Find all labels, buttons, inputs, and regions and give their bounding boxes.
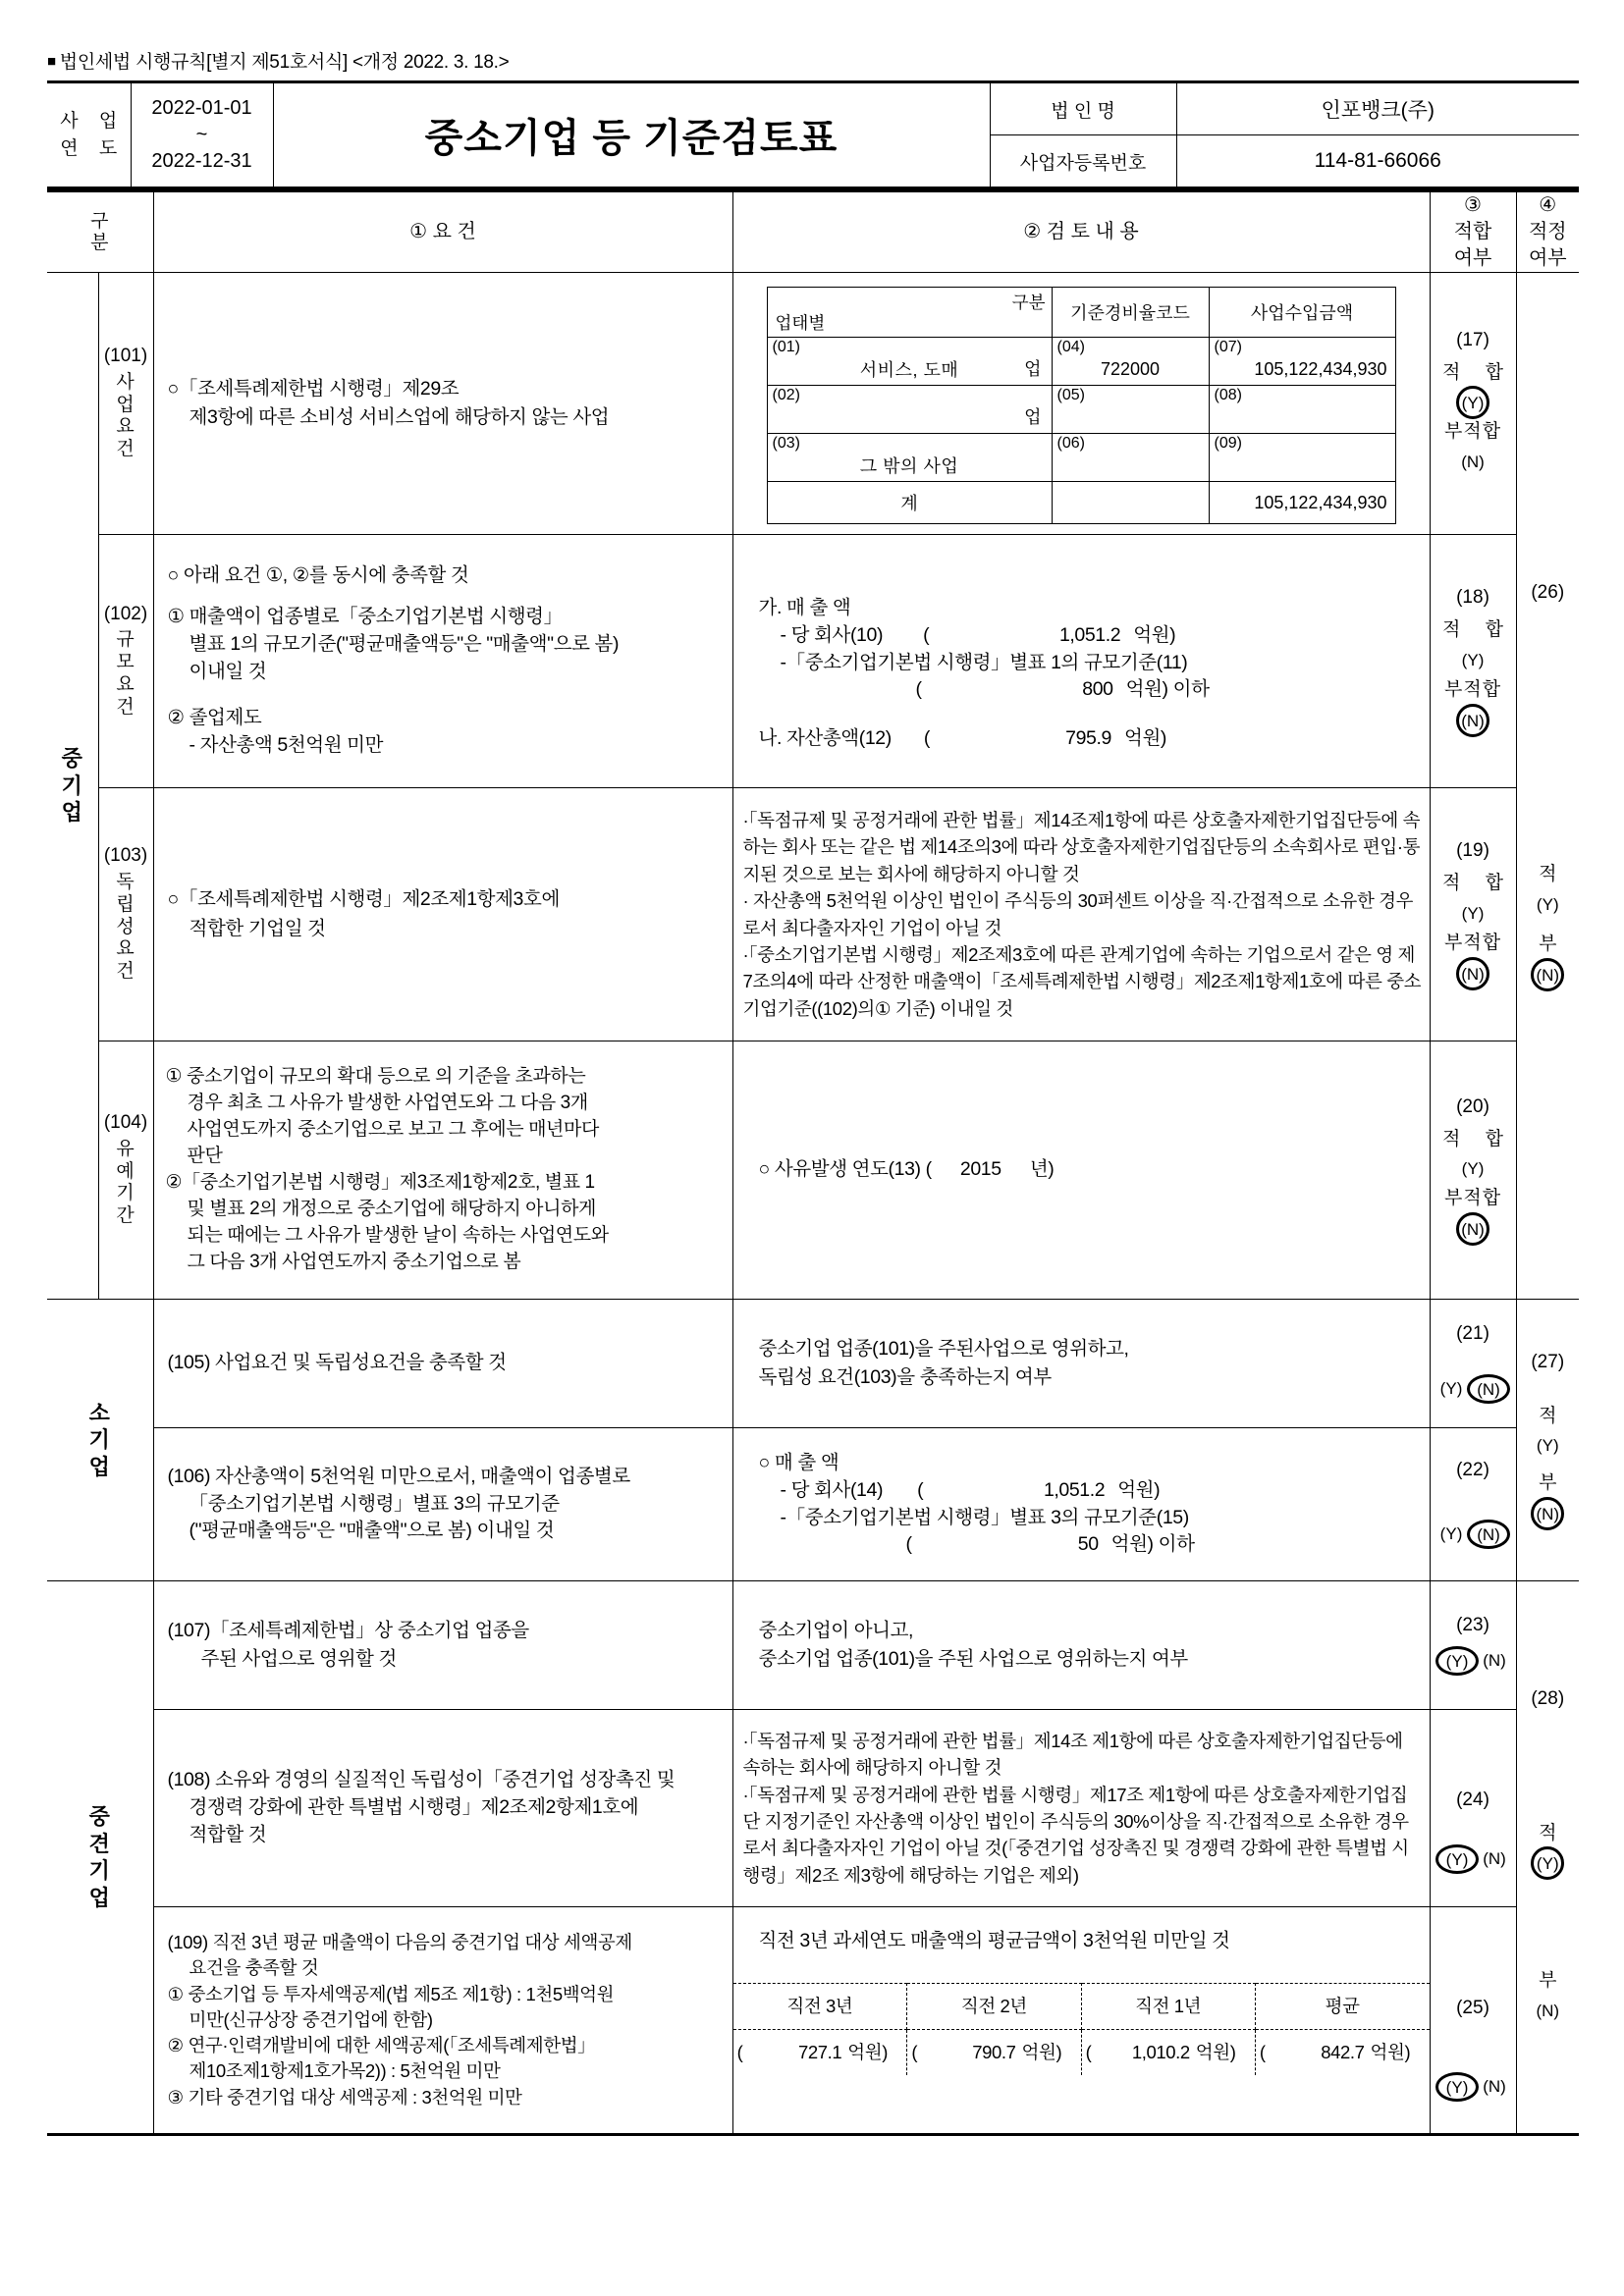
bullet-square-icon: ■ — [47, 53, 56, 70]
verdict-19-no[interactable]: (N) — [1456, 957, 1489, 990]
category-small: 소 기 업 — [47, 1300, 153, 1581]
verdict-23-yes[interactable]: (Y) — [1435, 1646, 1479, 1676]
proper-27[interactable]: (27) 적 (Y) 부 (N) — [1516, 1300, 1579, 1581]
period-tilde: ~ — [195, 124, 208, 145]
row-102-requirement: ○ 아래 요건 ①, ②를 동시에 충족할 것 ① 매출액이 업종별로「중소기업기본법 시행령」 별표 1의 규모기준("평균매출액등"은 "매출액"으로 봄) 이내일 것 ② 졸업제도 - 자산총액 5천억원 미만 — [153, 535, 732, 788]
row-104-verdict[interactable]: (20) 적 합 (Y) 부적합 (N) — [1430, 1041, 1516, 1300]
verdict-18-no[interactable]: (N) — [1456, 704, 1489, 737]
yr-head-2: 직전 1년 — [1081, 1984, 1255, 2030]
biz-reg-label: 사업자등록번호 — [990, 135, 1176, 188]
table-row — [47, 788, 1579, 1041]
row-105-requirement: (105) 사업요건 및 독립성요건을 충족할 것 — [153, 1300, 732, 1428]
table-row — [47, 1300, 1579, 1428]
biz-total-label: 계 — [767, 482, 1052, 524]
verdict-24-yes[interactable]: (Y) — [1435, 1844, 1479, 1874]
table-head-row — [47, 191, 1579, 273]
row-101-verdict[interactable]: (17) 적 합 (Y) 부적합 (N) — [1430, 273, 1516, 535]
biz-name-01: 서비스, 도매 — [859, 360, 959, 380]
row-102-review: 가. 매 출 액 - 당 회사(10) ( 1,051.2 억원) -「중소기업기본법 시행령」별표 1의 규모기준(11) ( 800 억원) 이하 나. 자산총액(12) ( 795.9 억원) — [732, 535, 1430, 788]
header-table — [47, 80, 1579, 189]
biz-head-code: 기준경비율코드 — [1052, 288, 1209, 338]
row-106-limit: 50 — [1077, 1533, 1099, 1556]
period-label: 사 업 연 도 — [47, 82, 131, 188]
verdict-22-no[interactable]: (N) — [1467, 1520, 1510, 1549]
row-103-requirement: ○「조세특례제한법 시행령」제2조제1항제3호에 적합한 기업일 것 — [153, 788, 732, 1041]
verdict-20-no[interactable]: (N) — [1456, 1212, 1489, 1246]
verdict-24-no[interactable]: (N) — [1483, 1849, 1506, 1869]
row-102-sales: 1,051.2 — [1058, 623, 1121, 646]
biz-reg-value: 114-81-66066 — [1176, 135, 1579, 188]
yr-head-3: 평균 — [1255, 1984, 1429, 2030]
row-109-requirement: (109) 직전 3년 평균 매출액이 다음의 중견기업 대상 세액공제 요건을 충족할 것 ① 중소기업 등 투자세액공제(법 제5조 제1항) : 1천5백억원 미만(신규상장 중견기업에 한함) ② 연구·인력개발비에 대한 세액공제(「조세특례제한법」 제10조제1항제1호가목2)) : 5천억원 미만 ③ 기타 중견기업 대상 세액공제 : 3천억원 미만 — [153, 1907, 732, 2135]
three-year-header-row — [733, 1984, 1430, 2030]
proper-28-no[interactable]: (N) — [1536, 2002, 1560, 2021]
biz-amount-01: 105,122,434,930 — [1254, 358, 1387, 379]
verdict-22-yes[interactable]: (Y) — [1439, 1523, 1463, 1543]
verdict-17-yes[interactable]: (Y) — [1456, 386, 1489, 419]
proper-26[interactable]: (26) 적 (Y) 부 (N) — [1516, 273, 1579, 1300]
form-note — [47, 47, 1579, 74]
biz-code-01: 722000 — [1100, 358, 1161, 379]
table-row — [47, 273, 1579, 535]
row-104-review: ○ 사유발생 연도(13) ( 2015 년) — [732, 1041, 1430, 1300]
biz-row: (03) 그 밖의 사업 (06) (09) — [767, 434, 1395, 482]
row-107-verdict[interactable]: (23) (Y) (N) — [1430, 1581, 1516, 1710]
row-104-no: (104) 유 예 기 간 — [98, 1041, 153, 1300]
category-midsize: 중 견 기 업 — [47, 1581, 153, 2135]
col-gubun: 구 분 — [47, 191, 153, 273]
row-108-verdict[interactable]: (24) (Y) (N) — [1430, 1710, 1516, 1907]
page-title: 중소기업 등 기준검토표 — [273, 82, 990, 188]
verdict-25-no[interactable]: (N) — [1483, 2077, 1506, 2097]
yr-head-1: 직전 2년 — [907, 1984, 1081, 2030]
business-type-table — [767, 287, 1396, 524]
row-106-review: ○ 매 출 액 - 당 회사(14) ( 1,051.2 억원) -「중소기업기본법 시행령」별표 3의 규모기준(15) ( 50 억원) 이하 — [732, 1428, 1430, 1581]
row-109-review: 직전 3년 과세연도 매출액의 평균금액이 3천억원 미만일 것 직전 3년 직전 2년 직전 1년 평균 ( 727.1 억원) ( 790.7 억원) ( 1,010.2 억원) ( 842.7 억원) — [732, 1907, 1430, 2135]
row-102-verdict[interactable]: (18) 적 합 (Y) 부적합 (N) — [1430, 535, 1516, 788]
row-103-verdict[interactable]: (19) 적 합 (Y) 부적합 (N) — [1430, 788, 1516, 1041]
three-year-value-row — [733, 2030, 1430, 2076]
row-101-no: (101) 사 업 요 건 — [98, 273, 153, 535]
proper-26-yes[interactable]: (Y) — [1536, 894, 1559, 914]
proper-28-yes[interactable]: (Y) — [1531, 1846, 1564, 1880]
row-102-limit: 800 — [1082, 678, 1113, 701]
criteria-table — [47, 189, 1579, 2136]
row-105-verdict[interactable]: (21) (Y) (N) — [1430, 1300, 1516, 1428]
verdict-23-no[interactable]: (N) — [1483, 1651, 1506, 1671]
row-108-requirement: (108) 소유와 경영의 실질적인 독립성이「중견기업 성장촉진 및 경쟁력 강화에 관한 특별법 시행령」제2조제2항제1호에 적합할 것 — [153, 1710, 732, 1907]
verdict-19-yes[interactable]: (Y) — [1461, 903, 1485, 923]
period-value — [131, 82, 273, 188]
row-103-review: ·「독점규제 및 공정거래에 관한 법률」제14조제1항에 따른 상호출자제한기업집단등에 속하는 회사 또는 같은 법 제14조의3에 따라 상호출자제한기업집단등의 소속회사로 편입·통지된 것으로 보는 회사에 해당하지 아니할 것 · 자산총액 5천억원 이상인 법인이 주식등의 30퍼센트 이상을 직·간접적으로 소유한 경우로서 최다출자자인 기업이 아닐 것 ·「중소기업기본법 시행령」제2조제3호에 따른 관계기업에 속하는 기업으로서 같은 영 제7조의4에 따라 산정한 매출액이「조세특례제한법 시행령」제2조제1항제1호에 따른 중소기업기준((102)의① 기준) 이내일 것 — [732, 788, 1430, 1041]
row-102-assets: 795.9 — [1065, 727, 1111, 750]
form-note-text: 법인세법 시행규칙[별지 제51호서식] <개정 2022. 3. 18.> — [59, 52, 510, 73]
yr-val-0: ( 727.1 억원) — [733, 2030, 907, 2076]
biz-row: (01) 서비스, 도매 업 (04) 722000 (07) 105,122,434,930 — [767, 338, 1395, 386]
row-103-no: (103) 독 립 성 요 건 — [98, 788, 153, 1041]
row-101-requirement: ○「조세특례제한법 시행령」제29조 제3항에 따른 소비성 서비스업에 해당하지 않는 사업 — [153, 273, 732, 535]
row-106-sales: 1,051.2 — [1043, 1478, 1106, 1501]
row-106-verdict[interactable]: (22) (Y) (N) — [1430, 1428, 1516, 1581]
form-sheet — [47, 47, 1579, 2136]
yr-val-1: ( 790.7 억원) — [907, 2030, 1081, 2076]
table-row — [47, 1581, 1579, 1710]
table-row — [47, 1428, 1579, 1581]
verdict-21-no[interactable]: (N) — [1467, 1374, 1510, 1404]
proper-28[interactable]: (28) 적 (Y) 부 (N) — [1516, 1581, 1579, 2135]
row-101-review — [732, 273, 1430, 535]
table-row — [47, 1710, 1579, 1907]
verdict-17-no[interactable]: (N) — [1461, 453, 1485, 472]
row-108-review: ·「독점규제 및 공정거래에 관한 법률」제14조 제1항에 따른 상호출자제한기업집단등에 속하는 회사에 해당하지 아니할 것 ·「독점규제 및 공정거래에 관한 법률 시행령」제17조 제1항에 따른 상호출자제한기업집단 지정기준인 자산총액 이상인 법인이 주식등의 30%이상을 직·간접적으로 소유한 경우로서 최다출자자인 기업이 아닐 것(「중견기업 성장촉진 및 경쟁력 강화에 관한 특별법 시행령」제2조 제3항에 해당하는 기업은 제외) — [732, 1710, 1430, 1907]
table-row — [47, 535, 1579, 788]
biz-total-code — [1052, 482, 1209, 524]
proper-26-no[interactable]: (N) — [1531, 958, 1564, 991]
yr-head-0: 직전 3년 — [733, 1984, 907, 2030]
biz-head-amount: 사업수입금액 — [1209, 288, 1395, 338]
three-year-table — [733, 1983, 1430, 2075]
biz-row: (02) 업 (05) (08) — [767, 386, 1395, 434]
period-to: 2022-12-31 — [151, 150, 252, 172]
verdict-25-yes[interactable]: (Y) — [1435, 2072, 1479, 2102]
yr-val-2: ( 1,010.2 억원) — [1081, 2030, 1255, 2076]
col-review: ② 검 토 내 용 — [732, 191, 1430, 273]
row-104-requirement: ① 중소기업이 규모의 확대 등으로 의 기준을 초과하는 경우 최초 그 사유가 발생한 사업연도와 그 다음 3개 사업연도까지 중소기업으로 보고 그 후에는 매년마다 판단 ②「중소기업기본법 시행령」제3조제1항제2호, 별표 1 및 별표 2의 개정으로 중소기업에 해당하지 아니하게 되는 때에는 그 사유가 발생한 날이 속하는 사업연도와 그 다음 3개 사업연도까지 중소기업으로 봄 — [153, 1041, 732, 1300]
verdict-21-yes[interactable]: (Y) — [1439, 1379, 1463, 1399]
col-requirement: ① 요 건 — [153, 191, 732, 273]
biz-name-03: 그 밖의 사업 — [859, 456, 959, 476]
verdict-18-yes[interactable]: (Y) — [1461, 650, 1485, 669]
col-proper: ④ 적정 여부 — [1516, 191, 1579, 273]
period-from: 2022-01-01 — [151, 97, 252, 119]
category-medium: 중 기 업 — [47, 273, 98, 1300]
row-107-requirement: (107)「조세특례제한법」상 중소기업 업종을 주된 사업으로 영위할 것 — [153, 1581, 732, 1710]
table-row — [47, 1907, 1579, 2135]
col-conform: ③ 적합 여부 — [1430, 191, 1516, 273]
proper-27-no[interactable]: (N) — [1531, 1497, 1564, 1530]
corp-name-value: 인포뱅크(주) — [1176, 82, 1579, 135]
yr-val-3: ( 842.7 억원) — [1259, 2042, 1411, 2063]
table-row — [47, 1041, 1579, 1300]
biz-name-02 — [768, 401, 1052, 417]
verdict-20-yes[interactable]: (Y) — [1461, 1159, 1485, 1179]
biz-head-uptae: 구분 업태별 — [767, 288, 1052, 338]
row-106-requirement: (106) 자산총액이 5천억원 미만으로서, 매출액이 업종별로 「중소기업기본법 시행령」별표 3의 규모기준 ("평균매출액등"은 "매출액"으로 봄) 이내일 것 — [153, 1428, 732, 1581]
row-109-verdict[interactable]: (25) (Y) (N) — [1430, 1907, 1516, 2135]
corp-name-label: 법 인 명 — [990, 82, 1176, 135]
row-105-review: 중소기업 업종(101)을 주된사업으로 영위하고, 독립성 요건(103)을 충족하는지 여부 — [732, 1300, 1430, 1428]
proper-27-yes[interactable]: (Y) — [1536, 1436, 1559, 1456]
row-102-no: (102) 규 모 요 건 — [98, 535, 153, 788]
row-107-review: 중소기업이 아니고, 중소기업 업종(101)을 주된 사업으로 영위하는지 여부 — [732, 1581, 1430, 1710]
biz-total-amount: 105,122,434,930 — [1209, 482, 1395, 524]
biz-total-row — [767, 482, 1395, 524]
row-104-year: 2015 — [959, 1158, 1001, 1181]
